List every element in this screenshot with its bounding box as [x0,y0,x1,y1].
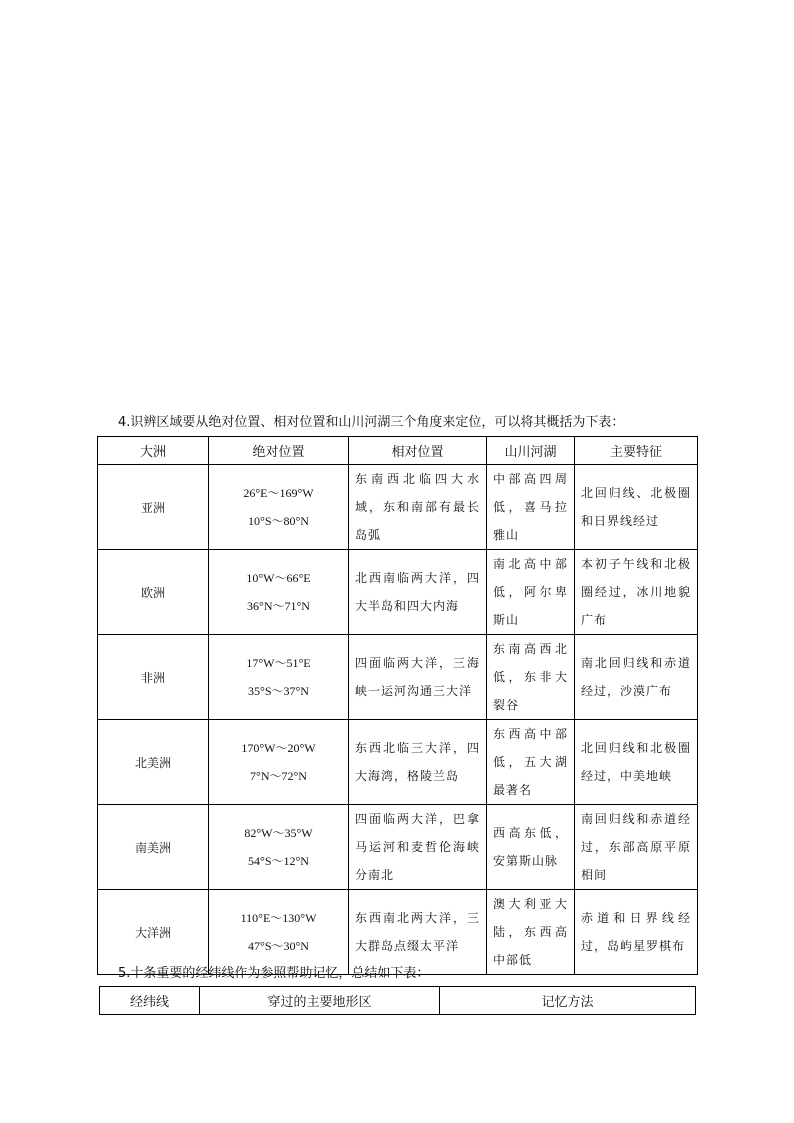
continent-name: 南美洲 [98,805,209,890]
section5-intro: 5.十条重要的经纬线作为参照帮助记忆，总结如下表： [118,966,430,981]
relative-position: 东西北临三大洋，四大海湾，格陵兰岛 [349,720,487,805]
latitude-range: 47°S～30°N [248,939,309,953]
latitude-range: 54°S～12°N [248,854,309,868]
table-row [98,550,698,635]
latitude-longitude-table [99,986,696,1015]
latitude-range: 35°S～37°N [248,684,309,698]
terrain: 澳大利亚大陆，东西高中部低 [487,890,575,975]
header-relative-position: 相对位置 [349,437,487,465]
main-features: 赤道和日界线经过，岛屿星罗棋布 [575,890,698,975]
table-row [98,805,698,890]
latitude-range: 7°N～72°N [250,769,307,783]
terrain: 东西高中部低，五大湖最著名 [487,720,575,805]
terrain: 南北高中部低，阿尔卑斯山 [487,550,575,635]
absolute-position [209,720,349,805]
continent-table-header [98,437,698,465]
absolute-position [209,635,349,720]
main-features: 南回归线和赤道经过，东部高原平原相间 [575,805,698,890]
longitude-range: 26°E～169°W [243,486,314,500]
table-row [98,720,698,805]
relative-position: 四面临两大洋，巴拿马运河和麦哲伦海峡分南北 [349,805,487,890]
continent-name: 大洋洲 [98,890,209,975]
absolute-position [209,550,349,635]
header-memory-method: 记忆方法 [440,987,696,1015]
table-row [98,465,698,550]
longitude-range: 110°E～130°W [240,911,317,925]
main-features: 南北回归线和赤道经过，沙漠广布 [575,635,698,720]
main-features: 北回归线、北极圈和日界线经过 [575,465,698,550]
continent-name: 欧洲 [98,550,209,635]
relative-position: 四面临两大洋，三海峡一运河沟通三大洋 [349,635,487,720]
latitude-range: 10°S～80°N [248,514,309,528]
header-continent: 大洲 [98,437,209,465]
terrain: 东南高西北低，东非大裂谷 [487,635,575,720]
continent-name: 北美洲 [98,720,209,805]
latitude-range: 36°N～71°N [247,599,310,613]
main-features: 北回归线和北极圈经过，中美地峡 [575,720,698,805]
continent-table [97,436,698,975]
longitude-range: 82°W～35°W [244,826,313,840]
continent-name: 非洲 [98,635,209,720]
longitude-range: 170°W～20°W [241,741,316,755]
header-regions: 穿过的主要地形区 [200,987,440,1015]
relative-position: 北西南临两大洋，四大半岛和四大内海 [349,550,487,635]
absolute-position [209,465,349,550]
header-absolute-position: 绝对位置 [209,437,349,465]
main-features: 本初子午线和北极圈经过，冰川地貌广布 [575,550,698,635]
table-row [98,635,698,720]
latlong-table-header [100,987,696,1015]
longitude-range: 10°W～66°E [246,571,311,585]
absolute-position [209,805,349,890]
header-features: 主要特征 [575,437,698,465]
relative-position: 东西南北两大洋，三大群岛点缀太平洋 [349,890,487,975]
header-line: 经纬线 [100,987,200,1015]
continent-name: 亚洲 [98,465,209,550]
terrain: 中部高四周低，喜马拉雅山 [487,465,575,550]
header-terrain: 山川河湖 [487,437,575,465]
section4-intro: 4.识辨区域要从绝对位置、相对位置和山川河湖三个角度来定位，可以将其概括为下表： [118,415,625,430]
longitude-range: 17°W～51°E [246,656,311,670]
relative-position: 东南西北临四大水域，东和南部有最长岛弧 [349,465,487,550]
terrain: 西高东低，安第斯山脉 [487,805,575,890]
